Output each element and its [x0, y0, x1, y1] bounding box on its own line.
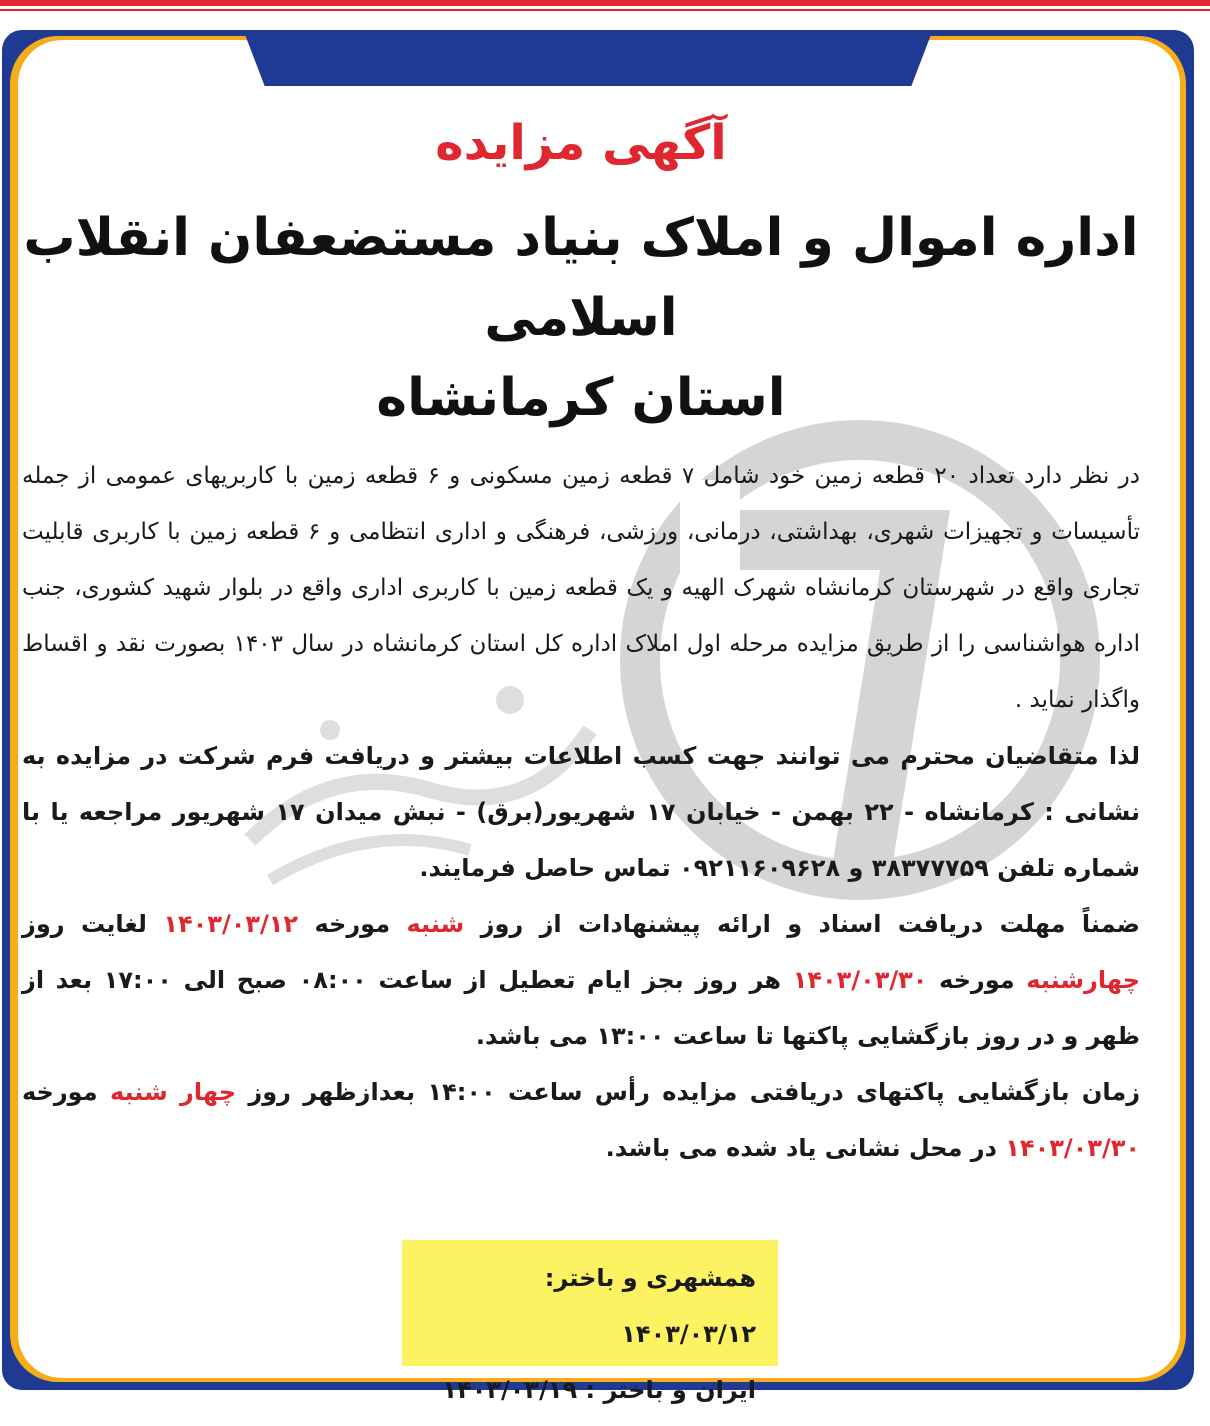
publication-line-1 — [402, 1250, 756, 1362]
ad-content — [22, 100, 1140, 1176]
deadline-start-day: شنبه — [406, 910, 465, 938]
deadline-text-4: مورخه — [939, 966, 1015, 994]
publication-date-1: ۱۴۰۳/۰۳/۱۲ — [621, 1320, 756, 1348]
opening-date: ۱۴۰۳/۰۳/۳۰ — [1005, 1134, 1140, 1162]
header-trapezoid-decoration — [244, 32, 932, 86]
publication-line-2 — [402, 1362, 756, 1418]
publication-dates-box — [402, 1240, 778, 1404]
ad-title: آگهی مزایده — [435, 115, 727, 171]
publication-date-2: ۱۴۰۳/۰۳/۱۹ — [442, 1376, 578, 1404]
deadline-text-3: لغایت روز — [22, 910, 147, 938]
opening-text-2: مورخه — [22, 1078, 98, 1106]
top-red-rule-thin — [0, 9, 1210, 11]
deadline-end-date: ۱۴۰۳/۰۳/۳۰ — [792, 966, 928, 994]
top-red-rule — [0, 0, 1210, 6]
intro-paragraph: در نظر دارد تعداد ۲۰ قطعه زمین خود شامل ۷ قطعه زمین مسکونی و ۶ قطعه زمین با کاربریهای عمومی از جمله تأسیسات و تجهیزات شهری، بهداشتی، درمانی، ورزشی، فرهنگی و اداری انتظامی و ۶ قطعه زمین با کاربری قابلیت تجاری واقع در شهرستان کرمانشاه شهرک الهیه و یک قطعه زمین با کاربری اداری واقع در بلوار شهید کشوری، جنب اداره هواشناسی را از طریق مزایده مرحله اول املاک اداره کل استان کرمانشاه در سال ۱۴۰۳ بصورت نقد و اقساط واگذار نماید . — [22, 463, 1140, 713]
opening-text-1: زمان بازگشایی پاکتهای دریافتی مزایده رأس ساعت ۱۴:۰۰ بعدازظهر روز — [248, 1078, 1141, 1106]
org-title-line1: اداره اموال و املاک بنیاد مستضعفان انقلاب اسلامی — [23, 208, 1139, 348]
opening-day: چهار شنبه — [109, 1078, 237, 1106]
org-title-line2: استان کرمانشاه — [376, 368, 786, 428]
org-title — [22, 198, 1140, 438]
deadline-end-day: چهارشنبه — [1026, 966, 1141, 994]
deadline-text-1: ضمناً مهلت دریافت اسناد و ارائه پیشنهادات از روز — [480, 910, 1140, 938]
deadline-text-5: هر روز بجز ایام تعطیل از ساعت ۰۸:۰۰ صبح الی ۱۷:۰۰ بعد از ظهر و در روز بازگشایی پاکتها تا ساعت ۱۳:۰۰ می باشد. — [22, 966, 1140, 1050]
deadline-text-2: مورخه — [314, 910, 391, 938]
publication-label-2: ایران و باختر : — [585, 1376, 756, 1404]
opening-paragraph — [22, 1064, 1140, 1176]
deadline-paragraph — [22, 896, 1140, 1064]
contact-paragraph: لذا متقاضیان محترم می توانند جهت کسب اطلاعات بیشتر و دریافت فرم شرکت در مزایده به نشانی : کرمانشاه - ۲۲ بهمن - خیابان ۱۷ شهریور(برق) - نبش میدان ۱۷ شهریور مراجعه یا با شماره تلفن ۳۸۳۷۷۷۵۹ و ۰۹۲۱۱۶۰۹۶۲۸ تماس حاصل فرمایند. — [22, 742, 1141, 882]
deadline-start-date: ۱۴۰۳/۰۳/۱۲ — [163, 910, 299, 938]
publication-label-1: همشهری و باختر: — [544, 1264, 756, 1292]
opening-text-3: در محل نشانی یاد شده می باشد. — [605, 1134, 997, 1162]
